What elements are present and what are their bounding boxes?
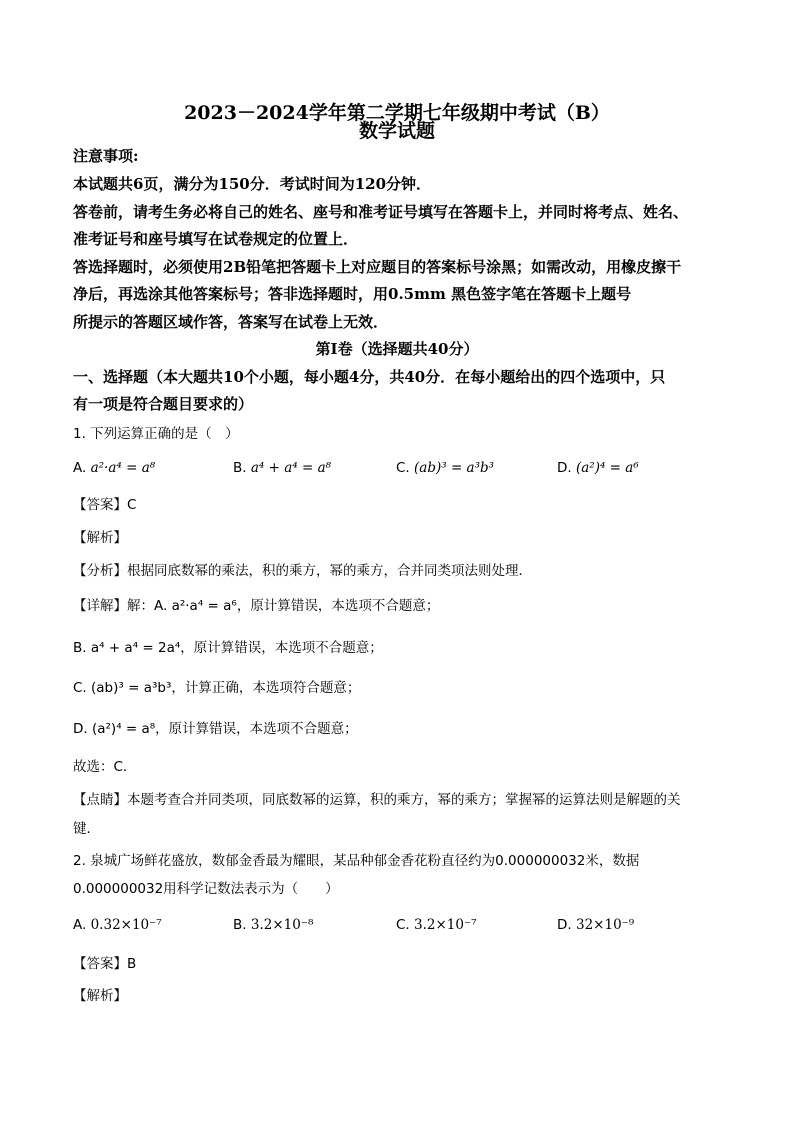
detail-line: 【详解】解：A. a²·a⁴ = a⁶，原计算错误，本选项不合题意； [73, 598, 440, 614]
notes-line: 本试题共6页，满分为150分．考试时间为120分钟． [73, 175, 432, 193]
notes-line: 答卷前，请考生务必将自己的姓名、座号和准考证号填写在答题卡上，并同时将考点、姓名、 [73, 203, 689, 221]
option-c: C. 3.2×10⁻⁷ [396, 917, 477, 933]
answer-label: 【答案】C [73, 497, 137, 513]
notes-line: 准考证号和座号填写在试卷规定的位置上． [73, 230, 359, 248]
exam-title: 2023－2024学年第二学期七年级期中考试（B） [184, 102, 610, 124]
section-heading: 有一项是符合题目要求的） [73, 395, 254, 413]
detail-line: D. (a²)⁴ = a⁸，原计算错误，本选项不合题意； [73, 721, 358, 737]
question-stem: 1. 下列运算正确的是（ ） [73, 426, 239, 442]
option-d: D. (a²)⁴ = a⁶ [557, 460, 639, 476]
detail-line: C. (ab)³ = a³b³，计算正确，本选项符合题意； [73, 680, 361, 696]
option-a: A. 0.32×10⁻⁷ [73, 917, 162, 933]
answer-label: 【答案】B [73, 956, 137, 972]
question-stem: 0.000000032用科学记数法表示为（ ） [73, 881, 339, 897]
analysis-label: 【解析】 [73, 988, 127, 1004]
option-a: A. a²·a⁴ = a⁸ [73, 460, 156, 476]
analysis-label: 【解析】 [73, 530, 127, 546]
notes-line: 所提示的答题区域作答，答案写在试卷上无效． [73, 313, 389, 331]
comment-line: 【点睛】本题考查合并同类项，同底数幂的运算，积的乘方，幂的乘方；掌握幂的运算法则是解题的关 [73, 792, 681, 808]
comment-line: 键． [73, 821, 100, 837]
subject-title: 数学试题 [358, 120, 435, 142]
choice-line: 故选：C． [73, 759, 137, 775]
option-b: B. a⁴ + a⁴ = a⁸ [233, 460, 332, 476]
option-d: D. 32×10⁻⁹ [557, 917, 635, 933]
notes-heading: 注意事项: [73, 147, 139, 165]
option-c: C. (ab)³ = a³b³ [396, 460, 495, 476]
notes-line: 净后，再选涂其他答案标号；答非选择题时，用0.5mm 黑色签字笔在答题卡上题号 [73, 285, 632, 303]
notes-line: 答选择题时，必须使用2B铅笔把答题卡上对应题目的答案标号涂黑；如需改动，用橡皮擦干 [73, 258, 682, 276]
option-b: B. 3.2×10⁻⁸ [233, 917, 314, 933]
section-heading: 一、选择题（本大题共10个小题，每小题4分，共40分．在每小题给出的四个选项中，只 [73, 368, 666, 386]
analysis-text: 【分析】根据同底数幂的乘法，积的乘方，幂的乘方，合并同类项法则处理． [73, 563, 532, 579]
part-heading: 第Ⅰ卷（选择题共40分） [315, 340, 479, 358]
question-stem: 2. 泉城广场鲜花盛放，数郁金香最为耀眼，某品种郁金香花粉直径约为0.000000032米，数据 [73, 853, 640, 869]
detail-line: B. a⁴ + a⁴ = 2a⁴，原计算错误，本选项不合题意； [73, 640, 383, 656]
